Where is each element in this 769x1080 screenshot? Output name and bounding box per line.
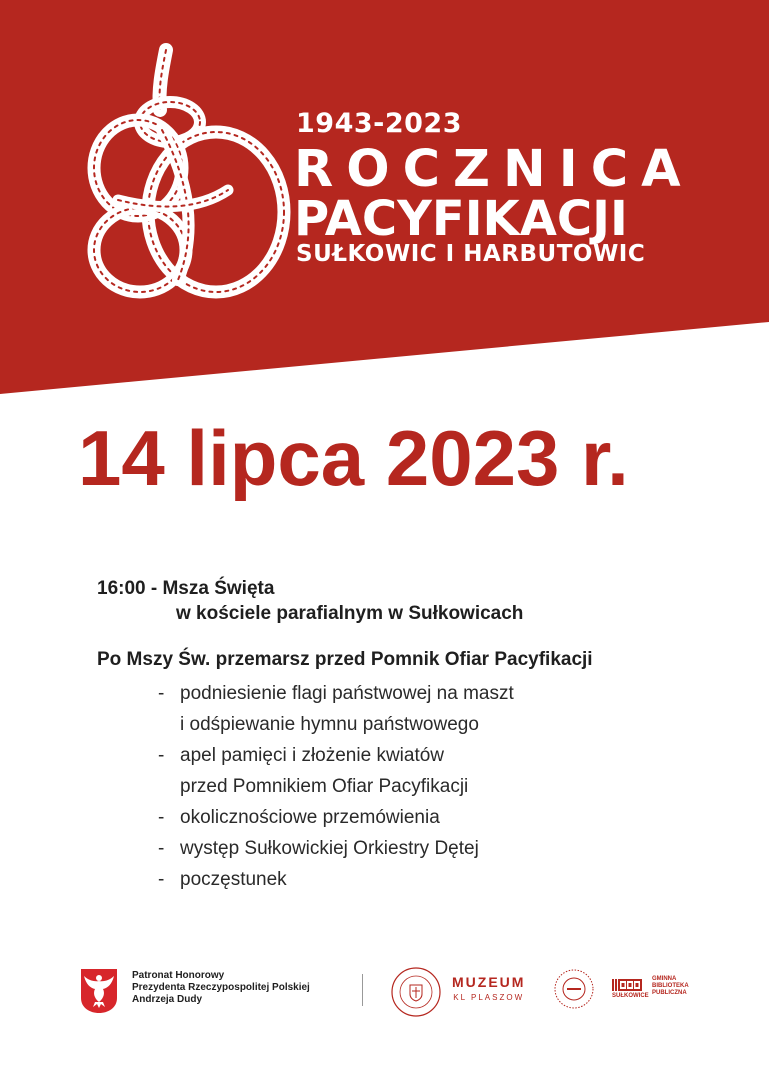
list-item-line: występ Sułkowickiej Orkiestry Dętej	[180, 838, 479, 859]
dash-bullet: -	[158, 683, 165, 704]
dash-bullet: -	[158, 745, 165, 766]
list-item-line: podniesienie flagi państwowej na maszt	[180, 683, 514, 704]
title-villages: SUŁKOWIC I HARBUTOWIC	[296, 241, 646, 267]
ceremony-list	[158, 678, 514, 895]
list-item-line: okolicznościowe przemówienia	[180, 807, 440, 828]
patronage-text	[132, 970, 310, 1006]
library-name	[652, 976, 689, 997]
pomnik-seal-icon	[553, 968, 595, 1010]
library-line: GMINNA	[652, 976, 677, 982]
knotted-rope-icon	[78, 40, 293, 300]
museum-name: MUZEUM	[452, 974, 526, 990]
library-line: BIBLIOTEKA	[652, 983, 689, 989]
dash-bullet: -	[158, 807, 165, 828]
event-date: 14 lipca 2023 r.	[78, 414, 629, 502]
polish-eagle-icon	[80, 968, 118, 1014]
list-item	[158, 802, 514, 833]
patronage-line: Prezydenta Rzeczypospolitej Polskiej	[132, 982, 310, 993]
list-item	[158, 864, 514, 895]
library-line: PUBLICZNA	[652, 990, 687, 996]
march-heading: Po Mszy Św. przemarsz przed Pomnik Ofiar Pacyfikacji	[97, 649, 593, 670]
mass-place: w kościele parafialnym w Sułkowicach	[176, 603, 524, 624]
list-item-line: poczęstunek	[180, 869, 287, 890]
header-banner	[0, 0, 769, 400]
years-label: 1943-2023	[296, 108, 462, 139]
museum-sub: KL PLASZOW	[453, 993, 525, 1002]
museum-logo	[452, 974, 525, 1002]
patronage-line: Andrzeja Dudy	[132, 994, 203, 1005]
mass-time: 16:00 - Msza Święta	[97, 578, 275, 599]
list-item	[158, 833, 514, 864]
list-item	[158, 740, 514, 802]
list-item	[158, 678, 514, 740]
footer-divider	[362, 974, 363, 1006]
gbp-label: SUŁKOWICE	[612, 993, 649, 999]
title-pacyfikacji: PACYFIKACJI	[294, 191, 628, 247]
gmina-seal-icon	[390, 966, 442, 1018]
dash-bullet: -	[158, 838, 165, 859]
list-item-line: przed Pomnikiem Ofiar Pacyfikacji	[180, 776, 469, 797]
footer-logos	[0, 960, 769, 1030]
dash-bullet: -	[158, 869, 165, 890]
list-item-line: apel pamięci i złożenie kwiatów	[180, 745, 445, 766]
title-rocznica: ROCZNICA	[294, 140, 694, 199]
patronage-line: Patronat Honorowy	[132, 970, 225, 981]
gbp-logo-icon	[612, 977, 642, 993]
list-item-line: i odśpiewanie hymnu państwowego	[180, 714, 479, 735]
